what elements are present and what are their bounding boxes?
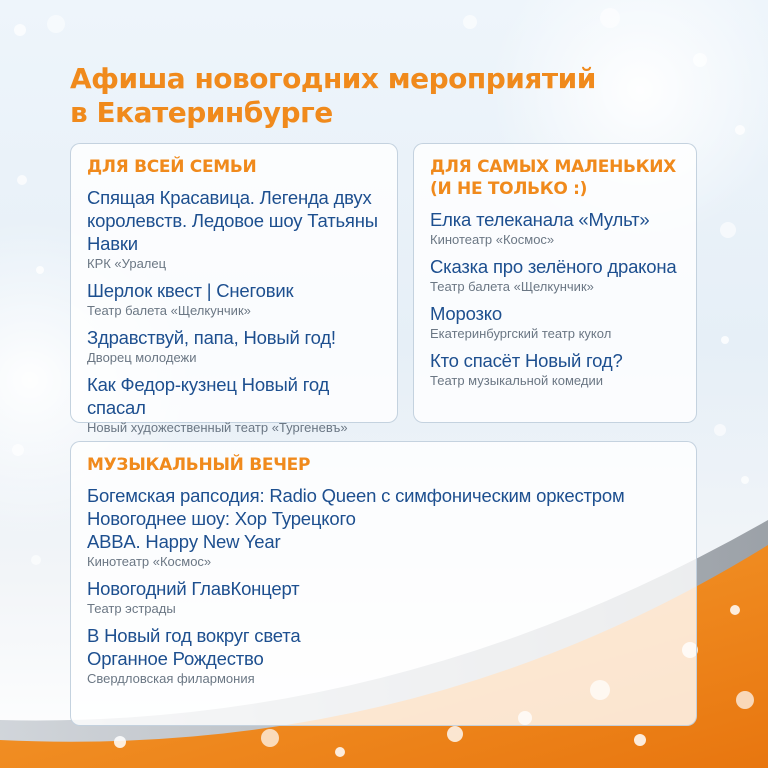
event-venue: Екатеринбургский театр кукол: [430, 326, 612, 341]
event-title-line: Новогоднее шоу: Хор Турецкого: [87, 508, 356, 529]
section-card-kids: [413, 143, 697, 423]
section-heading-line: (И НЕ ТОЛЬКО :): [430, 179, 588, 199]
event-item[interactable]: [87, 577, 682, 617]
event-item[interactable]: [430, 302, 682, 342]
event-venue: КРК «Уралец: [87, 256, 167, 271]
event-venue: Театр балета «Щелкунчик»: [430, 279, 594, 294]
event-title: Здравствуй, папа, Новый год!: [87, 327, 336, 348]
event-title: Новогодний ГлавКонцерт: [87, 578, 300, 599]
section-heading-line: ДЛЯ САМЫХ МАЛЕНЬКИХ: [430, 157, 676, 177]
event-title: Сказка про зелёного дракона: [430, 256, 677, 277]
event-venue: Кинотеатр «Космос»: [87, 554, 212, 569]
event-venue: Свердловская филармония: [87, 671, 255, 686]
event-item[interactable]: [430, 208, 682, 248]
page-title-line-1: Афиша новогодних мероприятий: [70, 62, 596, 95]
event-item[interactable]: [87, 326, 383, 366]
section-card-music: [70, 441, 697, 726]
event-title: Как Федор-кузнец Новый год спасал: [87, 374, 330, 418]
event-title-line: королевств. Ледовое шоу Татьяны Навки: [87, 210, 378, 254]
event-title: Морозко: [430, 303, 502, 324]
event-title: [87, 484, 682, 553]
section-heading-kids: [430, 156, 682, 200]
section-heading-family: ДЛЯ ВСЕЙ СЕМЬИ: [87, 157, 257, 177]
event-title: [87, 624, 682, 670]
section-card-family: [70, 143, 398, 435]
event-venue: Театр балета «Щелкунчик»: [87, 303, 251, 318]
section-heading-music: МУЗЫКАЛЬНЫЙ ВЕЧЕР: [87, 455, 311, 475]
event-item[interactable]: [87, 484, 682, 570]
event-title-line: Органное Рождество: [87, 648, 264, 669]
page-title-line-2: в Екатеринбурге: [70, 96, 333, 129]
event-venue: Новый художественный театр «Тургеневъ»: [87, 420, 348, 435]
event-item[interactable]: [430, 349, 682, 389]
event-item[interactable]: [87, 373, 383, 436]
event-venue: Театр музыкальной комедии: [430, 373, 603, 388]
event-title-line: ABBA. Happy New Year: [87, 531, 281, 552]
event-title: Кто спасёт Новый год?: [430, 350, 623, 371]
event-venue: Дворец молодежи: [87, 350, 197, 365]
event-venue: Театр эстрады: [87, 601, 176, 616]
event-title-line: Богемская рапсодия: Radio Queen с симфоническим оркестром: [87, 485, 625, 506]
event-title-line: Спящая Красавица. Легенда двух: [87, 187, 372, 208]
event-item[interactable]: [87, 279, 383, 319]
event-title-line: В Новый год вокруг света: [87, 625, 301, 646]
event-title: [87, 186, 383, 255]
event-item[interactable]: [87, 186, 383, 272]
event-item[interactable]: [87, 624, 682, 687]
event-title: Елка телеканала «Мульт»: [430, 209, 650, 230]
event-venue: Кинотеатр «Космос»: [430, 232, 555, 247]
event-title: Шерлок квест | Снеговик: [87, 280, 294, 301]
page-title: [70, 62, 596, 130]
event-item[interactable]: [430, 255, 682, 295]
